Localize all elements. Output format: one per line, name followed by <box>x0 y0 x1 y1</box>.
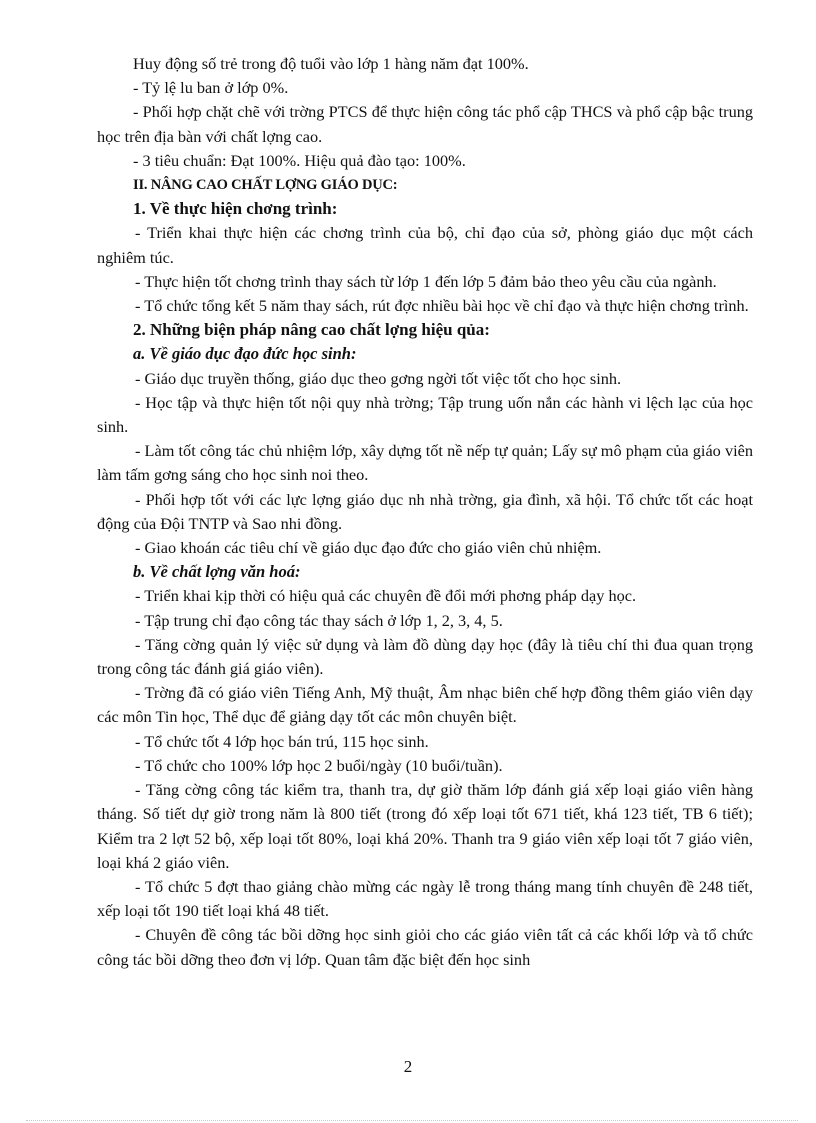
paragraph-13: - Học tập và thực hiện tốt nội quy nhà trờng; Tập trung uốn nắn các hành vi lệch lạc của học sinh. <box>97 392 753 437</box>
section-heading-ii: II. NÂNG CAO CHẤT LỢNG GIÁO DỤC: <box>133 177 398 194</box>
paragraph-7: - Triển khai thực hiện các chơng trình của bộ, chỉ đạo của sở, phòng giáo dục một cách nghiêm túc. <box>97 223 753 267</box>
document-body <box>97 52 753 972</box>
paragraph-4: - 3 tiêu chuẩn: Đạt 100%. Hiệu quả đào tạo: 100%. <box>133 150 466 170</box>
subheading-2a: a. Về giáo dục đạo đức học sinh: <box>133 344 357 364</box>
page-number: 2 <box>403 1057 413 1076</box>
paragraph-24: - Tăng cờng công tác kiểm tra, thanh tra, dự giờ thăm lớp đánh giá xếp loại giáo viên hàng tháng. Số tiết dự giờ trong năm là 800 tiết (trong đó xếp loại tốt 671 tiết, khá 123 tiết, TB 6 tiết); Kiểm tra 2 lợt 52 bộ, xếp loại tốt 80%, loại khá 20%. Thanh tra 9 giáo viên xếp loại tốt 7 giáo viên, loại khá 2 giáo viên. <box>97 780 753 872</box>
paragraph-21: - Trờng đã có giáo viên Tiếng Anh, Mỹ thuật, Âm nhạc biên chế hợp đồng thêm giáo viên dạy các môn Tin học, Thể dục để giảng dạy tốt các môn chuyên biệt. <box>97 683 753 727</box>
paragraph-26: - Chuyên đề công tác bồi dỡng học sinh giỏi cho các giáo viên tất cả các khối lớp và tổ chức công tác bồi dỡng theo đơn vị lớp. Quan tâm đặc biệt đến học sinh <box>97 925 753 969</box>
paragraph-23: - Tổ chức cho 100% lớp học 2 buổi/ngày (10 buổi/tuần). <box>135 755 503 775</box>
paragraph-18: - Triển khai kịp thời có hiệu quả các chuyên đề đổi mới phơng pháp dạy học. <box>135 586 637 606</box>
paragraph-14: - Làm tốt công tác chủ nhiệm lớp, xây dựng tốt nề nếp tự quản; Lấy sự mô phạm của giáo viên làm tấm gơng sáng cho học sinh noi theo. <box>97 441 753 485</box>
paragraph-16: - Giao khoán các tiêu chí về giáo dục đạo đức cho giáo viên chủ nhiệm. <box>135 538 602 558</box>
paragraph-19: - Tập trung chỉ đạo công tác thay sách ở lớp 1, 2, 3, 4, 5. <box>135 610 503 630</box>
paragraph-9: - Tổ chức tổng kết 5 năm thay sách, rút đợc nhiều bài học về chỉ đạo và thực hiện chơng trình. <box>135 296 749 316</box>
subheading-1: 1. Về thực hiện chơng trình: <box>133 199 338 219</box>
paragraph-22: - Tổ chức tốt 4 lớp học bán trú, 115 học sinh. <box>135 731 429 751</box>
paragraph-25: - Tổ chức 5 đợt thao giảng chào mừng các ngày lễ trong tháng mang tính chuyên đề 248 tiết, xếp loại tốt 190 tiết loại khá 48 tiết. <box>97 876 753 921</box>
paragraph-2: - Tỷ lệ lu ban ở lớp 0%. <box>133 78 289 98</box>
paragraph-20: - Tăng cờng quản lý việc sử dụng và làm đồ dùng dạy học (đây là tiêu chí thi đua quan trọng trong công tác đánh giá giáo viên). <box>97 634 753 679</box>
paragraph-8: - Thực hiện tốt chơng trình thay sách từ lớp 1 đến lớp 5 đảm bảo theo yêu cầu của ngành. <box>135 271 717 291</box>
paragraph-3: - Phối hợp chặt chẽ với trờng PTCS để thực hiện công tác phổ cập THCS và phổ cập bậc trung học trên địa bàn với chất lợng cao. <box>97 102 753 146</box>
paragraph-15: - Phối hợp tốt với các lực lợng giáo dục nh nhà trờng, gia đình, xã hội. Tổ chức tốt các hoạt động của Đội TNTP và Sao nhi đồng. <box>97 489 753 533</box>
paragraph-1: Huy động số trẻ trong độ tuổi vào lớp 1 hàng năm đạt 100%. <box>133 54 529 73</box>
paragraph-12: - Giáo dục truyền thống, giáo dục theo gơng ngời tốt việc tốt cho học sinh. <box>135 368 622 388</box>
subheading-2: 2. Những biện pháp nâng cao chất lợng hiệu qủa: <box>133 320 490 340</box>
subheading-2b: b. Về chất lợng văn hoá: <box>133 562 301 582</box>
page-bottom-divider <box>26 1120 798 1121</box>
